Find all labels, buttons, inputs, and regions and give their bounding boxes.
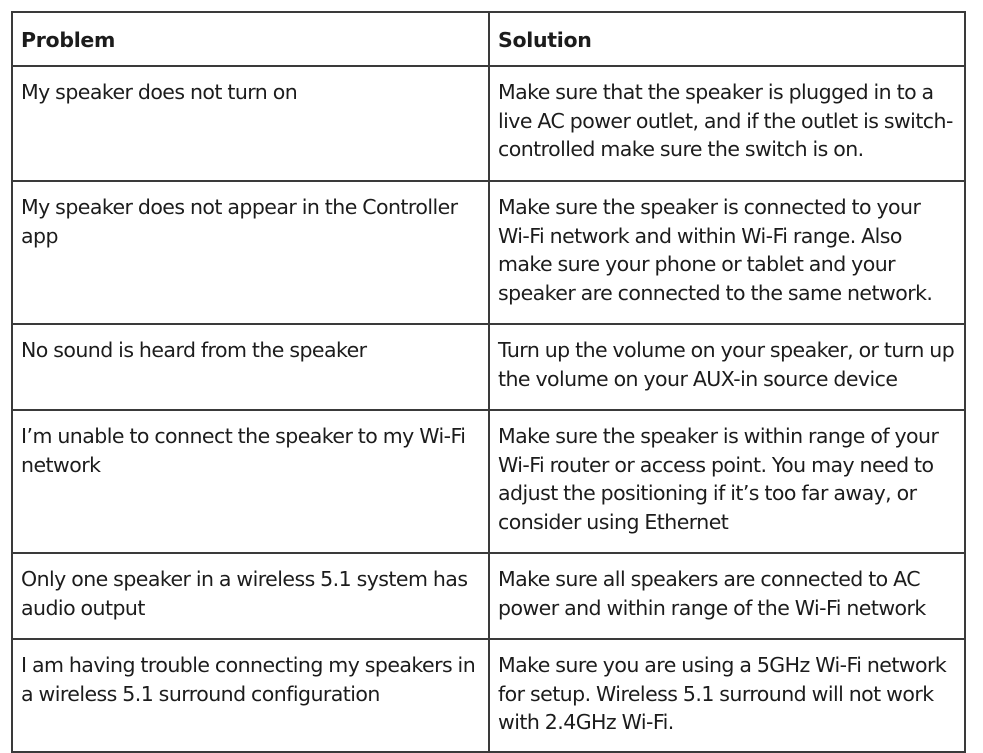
problem-cell: No sound is heard from the speaker xyxy=(12,324,489,410)
problem-column-header: Problem xyxy=(12,12,489,66)
solution-column-header: Solution xyxy=(489,12,965,66)
problem-cell: My speaker does not appear in the Controller app xyxy=(12,181,489,324)
solution-cell: Make sure the speaker is within range of your Wi-Fi router or access point. You may need to adjust the positioning if it’s too far away, or consider using Ethernet xyxy=(489,410,965,553)
table-row xyxy=(12,324,965,410)
problem-cell: I am having trouble connecting my speakers in a wireless 5.1 surround configuration xyxy=(12,639,489,752)
solution-cell: Turn up the volume on your speaker, or turn up the volume on your AUX-in source device xyxy=(489,324,965,410)
table-row xyxy=(12,181,965,324)
problem-cell: Only one speaker in a wireless 5.1 system has audio output xyxy=(12,553,489,639)
solution-cell: Make sure you are using a 5GHz Wi-Fi network for setup. Wireless 5.1 surround will not work with 2.4GHz Wi-Fi. xyxy=(489,639,965,752)
table-row xyxy=(12,553,965,639)
table-row xyxy=(12,410,965,553)
table-row xyxy=(12,639,965,752)
problem-cell: I’m unable to connect the speaker to my Wi-Fi network xyxy=(12,410,489,553)
solution-cell: Make sure all speakers are connected to AC power and within range of the Wi-Fi network xyxy=(489,553,965,639)
troubleshooting-table xyxy=(11,11,966,753)
solution-cell: Make sure that the speaker is plugged in to a live AC power outlet, and if the outlet is switch-controlled make sure the switch is on. xyxy=(489,66,965,181)
troubleshooting-table-container xyxy=(11,11,964,753)
table-row xyxy=(12,66,965,181)
problem-cell: My speaker does not turn on xyxy=(12,66,489,181)
table-header-row xyxy=(12,12,965,66)
solution-cell: Make sure the speaker is connected to your Wi-Fi network and within Wi-Fi range. Also make sure your phone or tablet and your speaker are connected to the same network. xyxy=(489,181,965,324)
